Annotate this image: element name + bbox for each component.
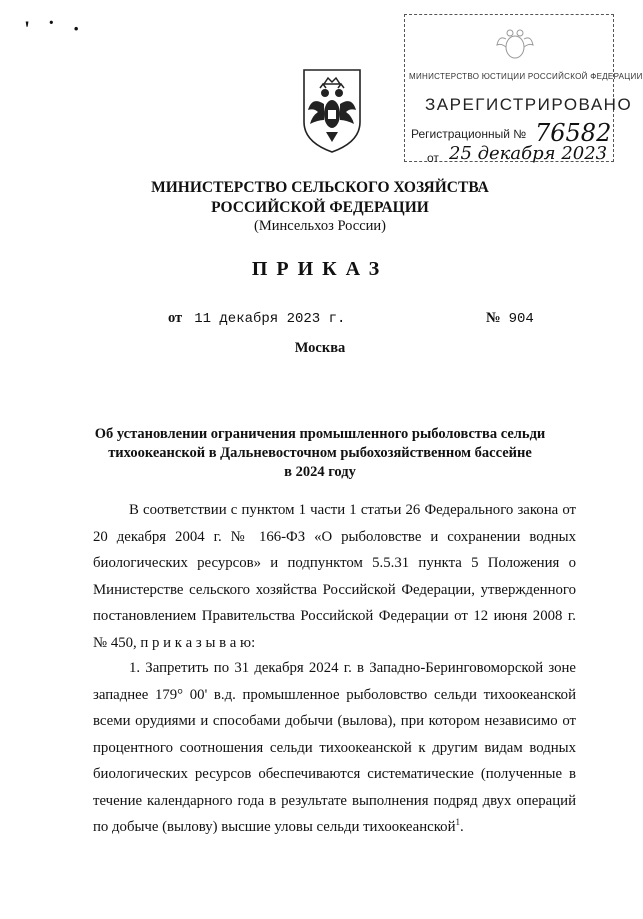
document-title [0,425,640,482]
stamp-date-label: от [427,151,439,165]
scan-marks: ' ˙ · [24,16,86,41]
stamp-registration-number: 76582 [535,119,612,147]
number-value: 904 [508,311,534,327]
title-line3: в 2024 году [284,464,356,480]
clause-1-paragraph [93,655,576,841]
stamp-date-handwritten: 25 декабря 2023 [449,143,608,164]
order-date [168,310,345,327]
stamp-registered-text: ЗАРЕГИСТРИРОВАНО [425,95,633,114]
date-label: от [168,310,183,326]
ministry-name-line2: РОССИЙСКОЙ ФЕДЕРАЦИИ [211,199,429,216]
coat-of-arms-icon [296,66,368,154]
stamp-ministry-line: МИНИСТЕРСТВО ЮСТИЦИИ РОССИЙСКОЙ ФЕДЕРАЦИИ [409,72,643,81]
document-type: ПРИКАЗ [251,258,389,280]
clause-1-end: . [460,819,464,835]
registration-stamp [404,14,643,165]
date-value: 11 декабря 2023 г. [194,311,346,327]
ministry-name [0,178,640,218]
stamp-eagle-icon [495,25,535,65]
title-line1: Об установлении ограничения промышленного рыболовства сельди [94,426,546,442]
clause-1-text: 1. Запретить по 31 декабря 2024 г. в Западно-Беринговоморской зоне западнее 179° 00' в.д. промышленное рыболовство сельди тихоокеанской всеми орудиями и способами добычи (вылова), при котором независимо от процентного соотношения сельди тихоокеанской к другим видам водных биологических ресурсов обеспечиваются систематические (полученные в течение календарного года в результате выполнения подряд двух операций по добыче (вылову) высшие уловы сельди тихоокеанской [93,660,576,835]
city: Москва [294,340,346,356]
stamp-registration-label: Регистрационный № [411,127,527,141]
number-label: № [486,310,501,326]
footnote-ref[interactable]: 1 [455,817,460,828]
preamble-paragraph: В соответствии с пунктом 1 части 1 статьи 26 Федерального закона от 20 декабря 2004 г. № 166-ФЗ «О рыболовстве и сохранении водных биологических ресурсов» и подпунктом 5.5.31 пункта 5 Положения о Министерстве сельского хозяйства Российской Федерации, утвержденного постановлением Правительства Российской Федерации от 12 июня 2008 г. № 450, п р и к а з ы в а ю: [93,502,576,651]
ministry-name-line1: МИНИСТЕРСТВО СЕЛЬСКОГО ХОЗЯЙСТВА [151,179,489,196]
title-line2: тихоокеанской в Дальневосточном рыбохозяйственном бассейне [108,445,532,461]
ministry-short-name: (Минсельхоз России) [254,218,386,234]
order-number [486,310,534,327]
